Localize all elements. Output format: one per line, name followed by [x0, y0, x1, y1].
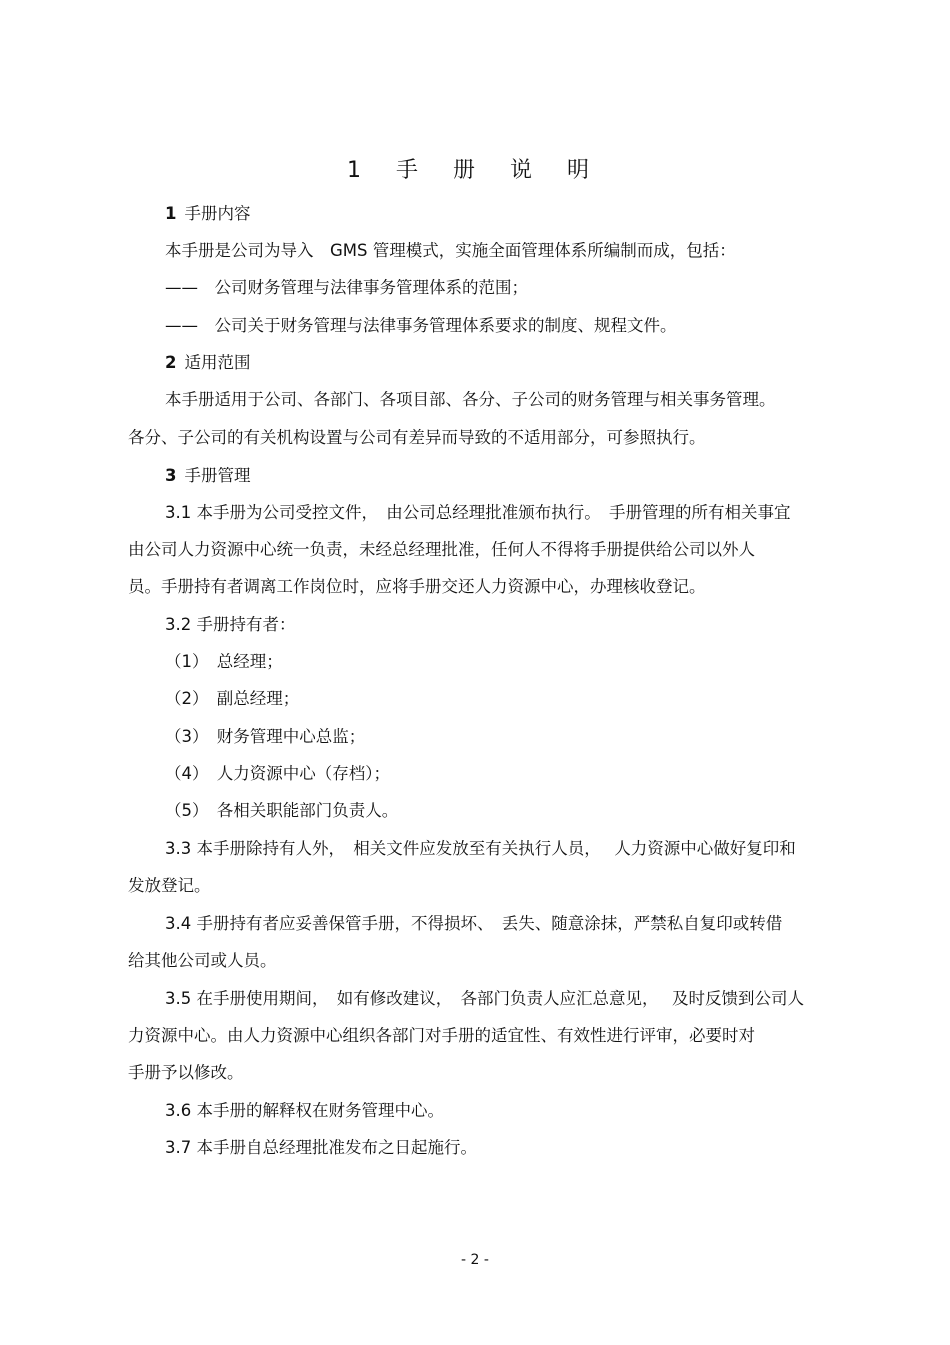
clause-3-1-line-1: 3.1 本手册为公司受控文件， 由公司总经理批准颁布执行。 手册管理的所有相关事宜 — [165, 503, 791, 522]
section-heading-2 — [165, 351, 250, 375]
section-number: 2 — [165, 353, 177, 372]
section-number: 1 — [165, 204, 177, 223]
clause-3-7: 3.7 本手册自总经理批准发布之日起施行。 — [165, 1138, 477, 1157]
page-title: 1 手 册 说 明 — [347, 158, 603, 183]
holder-item: （3） 财务管理中心总监； — [165, 727, 366, 746]
holder-item: （5） 各相关职能部门负责人。 — [165, 801, 399, 820]
section-number: 3 — [165, 466, 177, 485]
paragraph-1: 本手册是公司为导入 GMS 管理模式，实施全面管理体系所编制而成，包括： — [165, 241, 736, 260]
section-heading-1 — [165, 202, 250, 226]
clause-3-3-line-1: 3.3 本手册除持有人外， 相关文件应发放至有关执行人员， 人力资源中心做好复印和 — [165, 839, 796, 858]
section-label: 手册管理 — [184, 466, 251, 485]
holder-item: （4） 人力资源中心（存档）； — [165, 764, 390, 783]
clause-3-5-line-3: 手册予以修改。 — [128, 1063, 244, 1082]
bullet-item-2: —— 公司关于财务管理与法律事务管理体系要求的制度、规程文件。 — [165, 316, 677, 335]
clause-3-4-line-2: 给其他公司或人员。 — [128, 951, 277, 970]
clause-3-5-line-2: 力资源中心。由人力资源中心组织各部门对手册的适宜性、有效性进行评审，必要时对 — [128, 1026, 755, 1045]
holder-item: （2） 副总经理； — [165, 689, 300, 708]
bullet-item-1: —— 公司财务管理与法律事务管理体系的范围； — [165, 278, 528, 297]
section-label: 手册内容 — [184, 204, 251, 223]
clause-3-4-line-1: 3.4 手册持有者应妥善保管手册，不得损坏、 丢失、随意涂抹，严禁私自复印或转借 — [165, 914, 783, 933]
holder-item: （1） 总经理； — [165, 652, 283, 671]
clause-3-5-line-1: 3.5 在手册使用期间， 如有修改建议， 各部门负责人应汇总意见， 及时反馈到公司人 — [165, 989, 804, 1008]
clause-3-6: 3.6 本手册的解释权在财务管理中心。 — [165, 1101, 444, 1120]
paragraph-2-line-1: 本手册适用于公司、各部门、各项目部、各分、子公司的财务管理与相关事务管理。 — [165, 390, 776, 409]
clause-3-2: 3.2 手册持有者： — [165, 615, 296, 634]
clause-3-1-line-2: 由公司人力资源中心统一负责，未经总经理批准，任何人不得将手册提供给公司以外人 — [128, 540, 755, 559]
clause-3-1-line-3: 员。手册持有者调离工作岗位时，应将手册交还人力资源中心，办理核收登记。 — [128, 577, 706, 596]
section-label: 适用范围 — [184, 353, 251, 372]
clause-3-3-line-2: 发放登记。 — [128, 876, 211, 895]
section-heading-3 — [165, 464, 250, 488]
page-number: - 2 - — [461, 1252, 489, 1268]
paragraph-2-line-2: 各分、子公司的有关机构设置与公司有差异而导致的不适用部分，可参照执行。 — [128, 428, 706, 447]
